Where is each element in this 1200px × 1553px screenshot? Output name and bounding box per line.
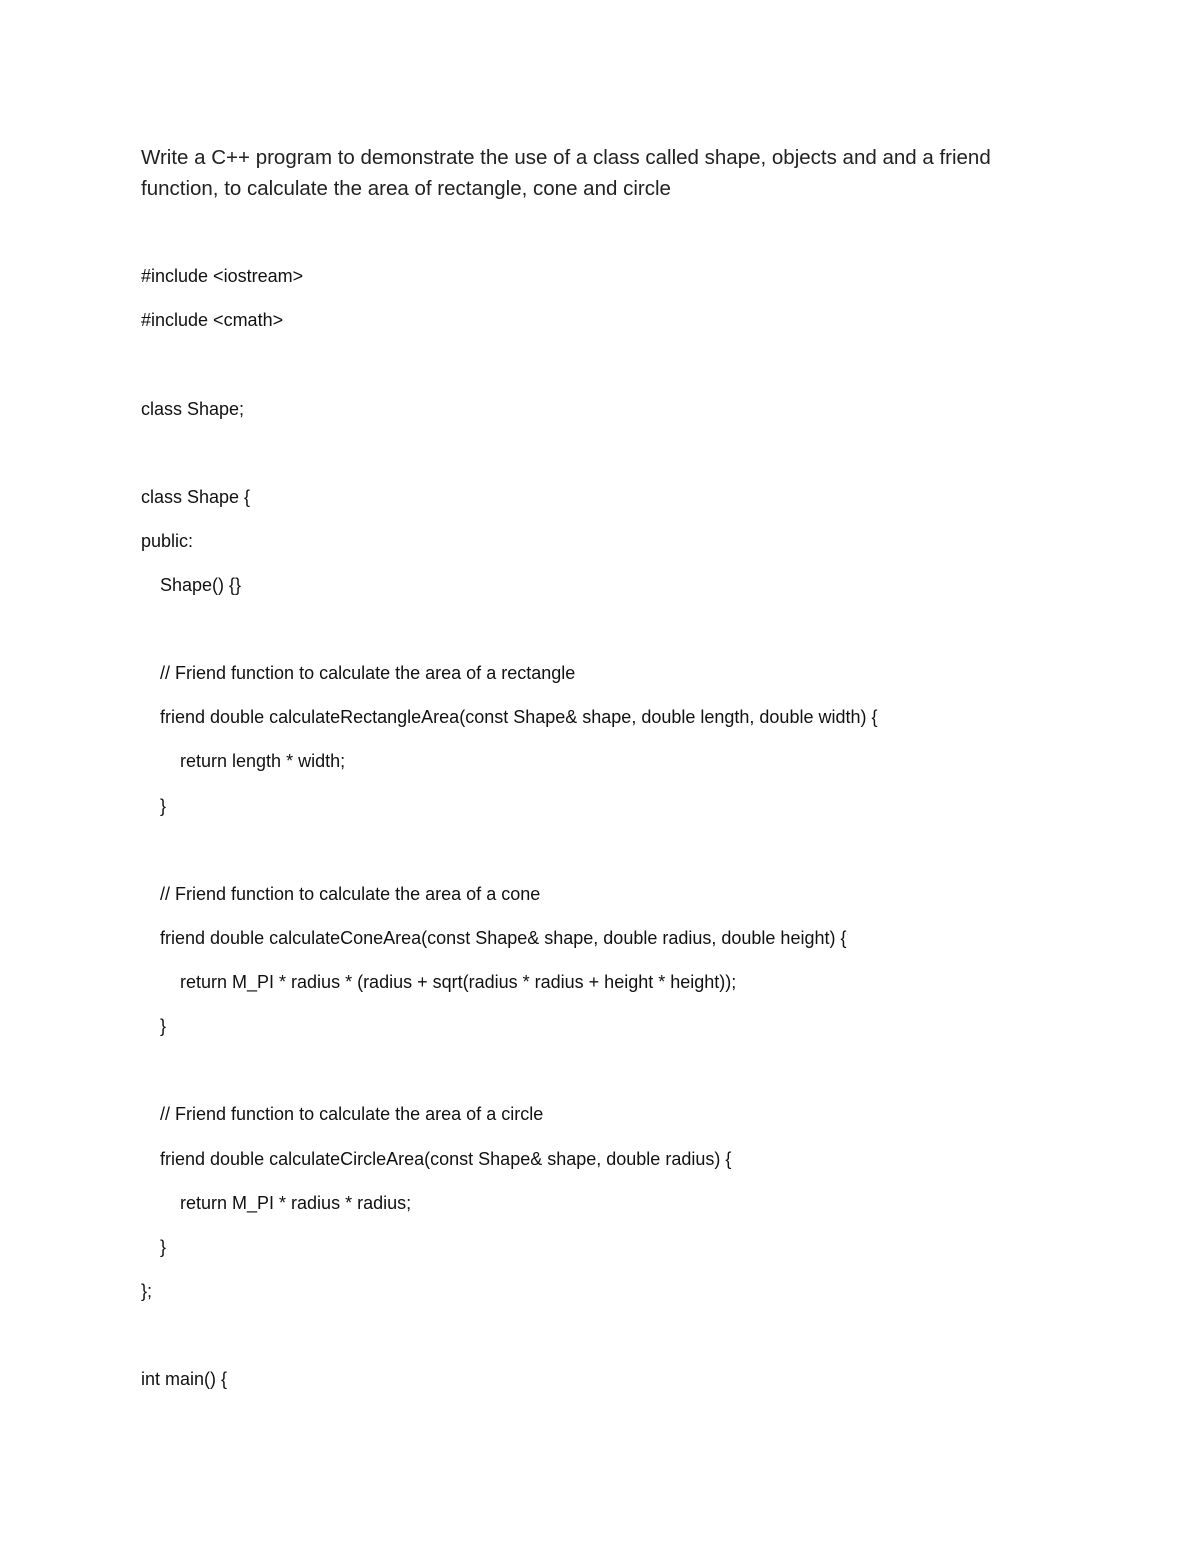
code-line: friend double calculateRectangleArea(const Shape& shape, double length, double width) { [160, 707, 878, 727]
code-comment: // Friend function to calculate the area of a circle [160, 1104, 544, 1124]
code-line: return M_PI * radius * radius; [180, 1193, 412, 1213]
code-line: }; [141, 1281, 153, 1301]
assignment-prompt [141, 142, 1081, 204]
code-line: } [160, 796, 167, 816]
code-line: public: [141, 531, 194, 551]
code-comment: // Friend function to calculate the area of a rectangle [160, 663, 576, 683]
code-line: friend double calculateCircleArea(const Shape& shape, double radius) { [160, 1149, 732, 1169]
code-line: return length * width; [180, 751, 346, 771]
prompt-line: function, to calculate the area of rectangle, cone and circle [141, 177, 671, 200]
code-line: return M_PI * radius * (radius + sqrt(radius * radius + height * height)); [180, 972, 737, 992]
code-line: class Shape { [141, 487, 251, 507]
code-comment: // Friend function to calculate the area of a cone [160, 884, 541, 904]
code-line: int main() { [141, 1369, 228, 1389]
code-line: Shape() {} [160, 575, 242, 595]
code-line: #include <cmath> [141, 310, 284, 330]
code-line: #include <iostream> [141, 266, 304, 286]
prompt-line: Write a C++ program to demonstrate the use of a class called shape, objects and and a friend [141, 146, 991, 169]
code-line: } [160, 1237, 167, 1257]
code-line: friend double calculateConeArea(const Shape& shape, double radius, double height) { [160, 928, 847, 948]
code-line: class Shape; [141, 399, 245, 419]
code-line: } [160, 1016, 167, 1036]
